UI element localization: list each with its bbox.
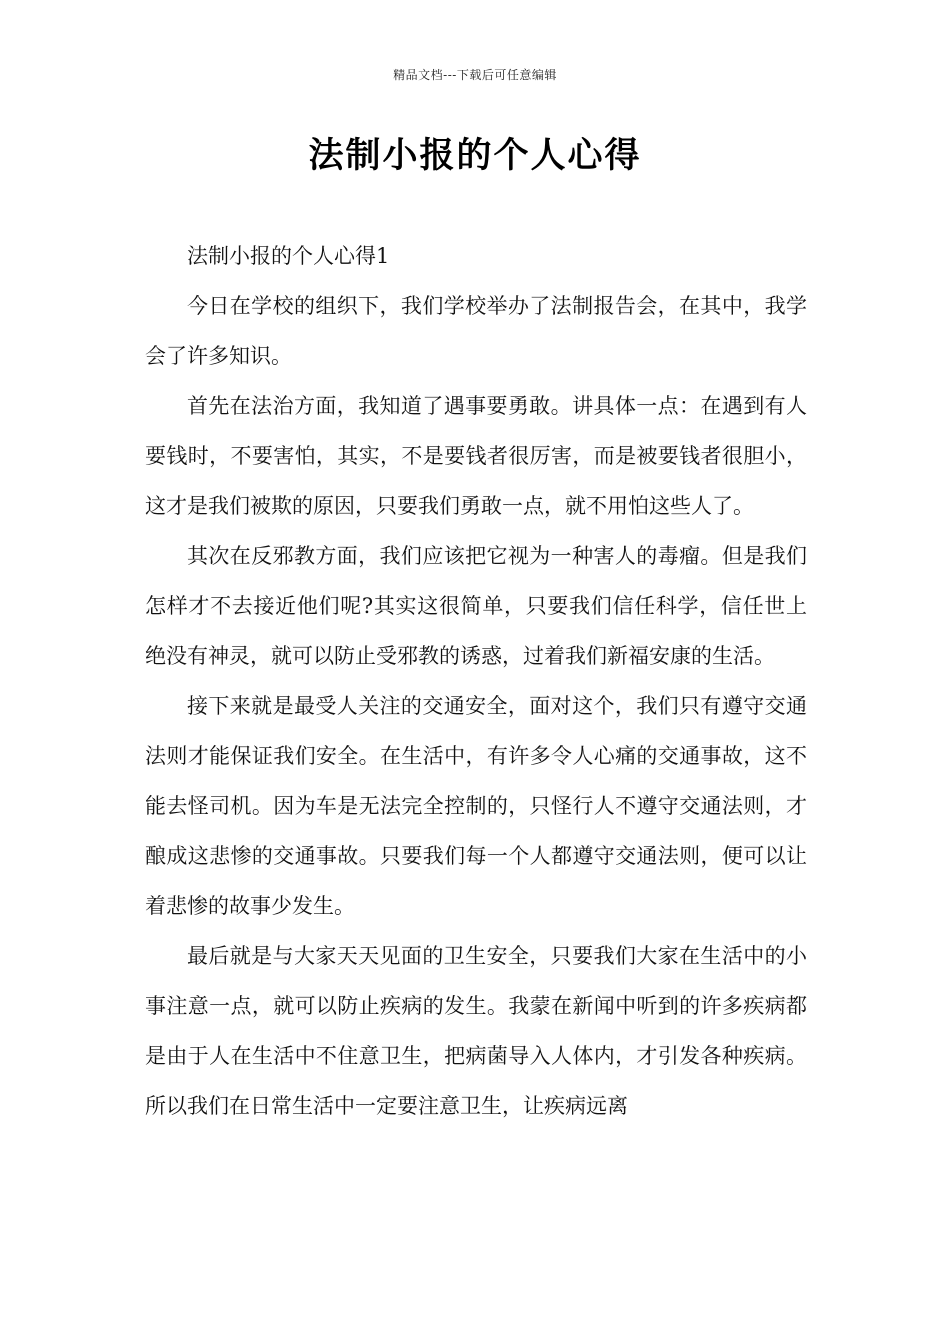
paragraph: 首先在法治方面，我知道了遇事要勇敢。讲具体一点：在遇到有人要钱时，不要害怕，其实，不是要钱者很厉害，而是被要钱者很胆小，这才是我们被欺的原因，只要我们勇敢一点，就不用怕这些人了。 [145,394,807,518]
header-note: 精品文档---下载后可任意编辑 [393,68,557,82]
document-title: 法制小报的个人心得 [308,135,642,176]
paragraph: 接下来就是最受人关注的交通安全，面对这个，我们只有遵守交通法则才能保证我们安全。在生活中，有许多令人心痛的交通事故，这不能去怪司机。因为车是无法完全控制的，只怪行人不遵守交通法则，才酿成这悲惨的交通事故。只要我们每一个人都遵守交通法则，便可以让着悲惨的故事少发生。 [145,694,807,918]
paragraph: 其次在反邪教方面，我们应该把它视为一种害人的毒瘤。但是我们怎样才不去接近他们呢?其实这很简单，只要我们信任科学，信任世上绝没有神灵，就可以防止受邪教的诱惑，过着我们新福安康的生活。 [145,544,807,668]
paragraph: 最后就是与大家天天见面的卫生安全，只要我们大家在生活中的小事注意一点，就可以防止疾病的发生。我蒙在新闻中听到的许多疾病都是由于人在生活中不住意卫生，把病菌导入人体内，才引发各种疾病。所以我们在日常生活中一定要注意卫生，让疾病远离 [145,944,807,1118]
paragraph: 今日在学校的组织下，我们学校举办了法制报告会，在其中，我学会了许多知识。 [145,294,807,368]
document-body [145,231,807,1131]
section-heading: 法制小报的个人心得1 [187,244,390,268]
